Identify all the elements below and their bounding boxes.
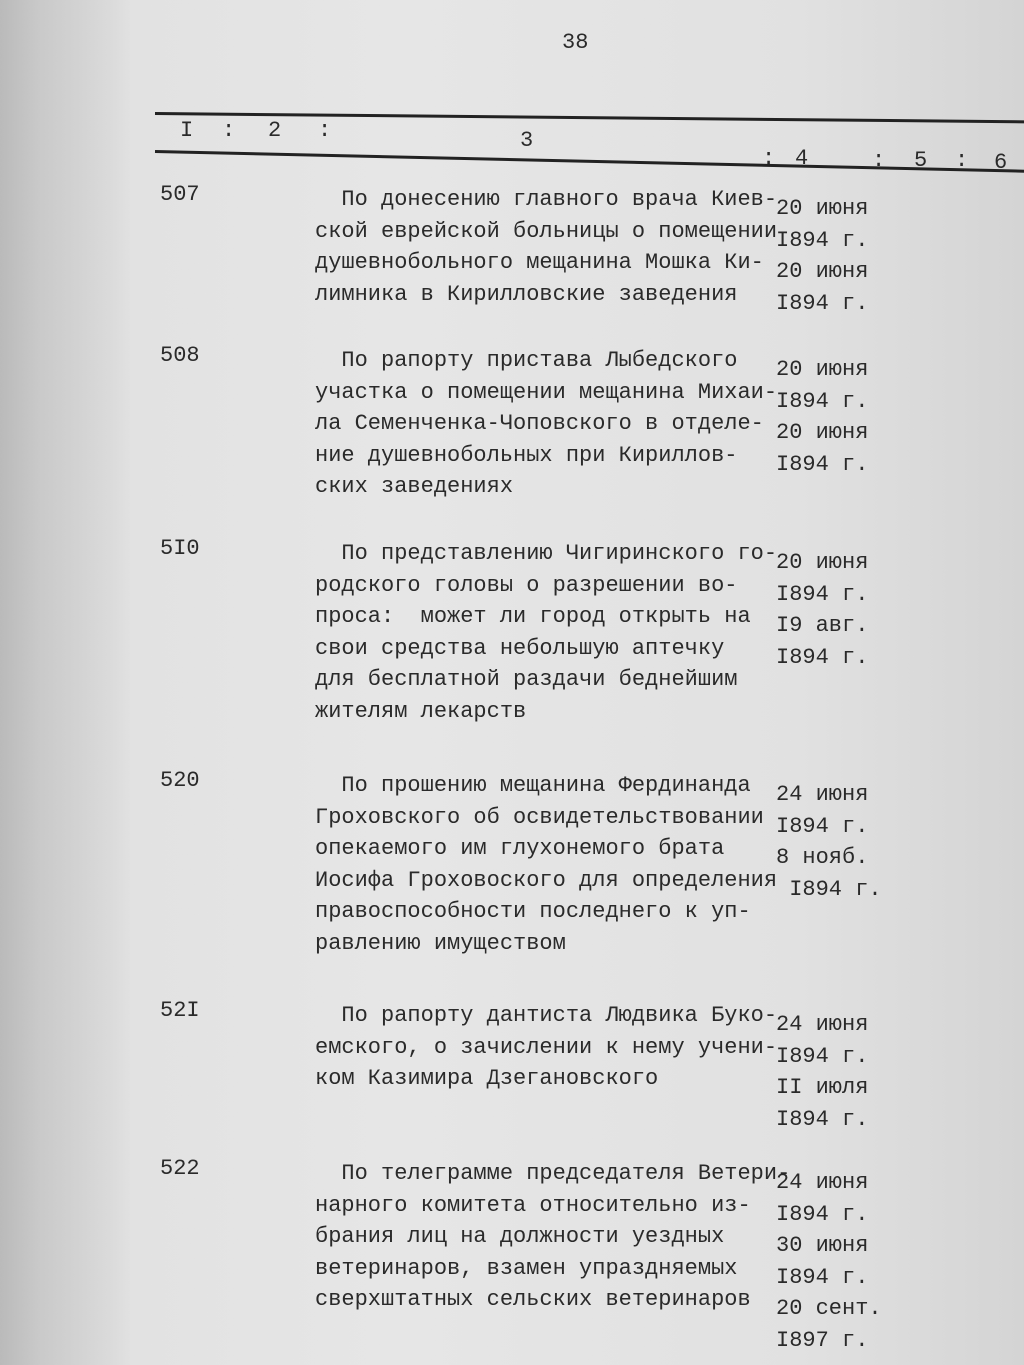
entry-description-line: По рапорту пристава Лыбедского bbox=[315, 348, 738, 373]
entry-date: I894 г. bbox=[776, 1201, 869, 1227]
entry-description-line: По рапорту дантиста Людвика Буко- bbox=[315, 1003, 778, 1028]
entry-date: 20 июня bbox=[776, 357, 869, 382]
column-header-3: 3 bbox=[520, 128, 534, 153]
entry-description-line: равлению имуществом bbox=[315, 930, 566, 956]
entry-description-line: емского, о зачислении к нему учени- bbox=[315, 1034, 778, 1060]
entry-description-line: По представлению Чигиринского го- bbox=[315, 541, 778, 566]
entry-date: 24 июня bbox=[776, 1170, 869, 1195]
header-bottom-rule bbox=[155, 150, 1024, 173]
column-separator: : bbox=[955, 148, 969, 173]
entry-date: 24 июня bbox=[776, 1012, 869, 1037]
entry-date: 20 июня bbox=[776, 550, 869, 575]
entry-date: 30 июня bbox=[776, 1233, 869, 1258]
entry-date: I894 г. bbox=[776, 581, 869, 607]
entry-description-line: жителям лекарств bbox=[315, 698, 527, 724]
column-separator: : bbox=[872, 148, 886, 173]
entry-date: I894 г. bbox=[776, 1106, 869, 1132]
entry-description-line: ком Казимира Дзегановского bbox=[315, 1066, 659, 1091]
entry-date: I894 г. bbox=[776, 813, 869, 839]
entry-number: 522 bbox=[160, 1156, 200, 1181]
column-header-6: 6 bbox=[994, 150, 1008, 175]
column-separator: : bbox=[222, 118, 236, 143]
entry-number: 520 bbox=[160, 768, 200, 793]
entry-description-line: По прошению мещанина Фердинанда bbox=[315, 773, 751, 798]
entry-description-line: ской еврейской больницы о помещении bbox=[315, 218, 778, 244]
entry-description-line: нарного комитета относительно из- bbox=[315, 1192, 751, 1218]
column-header-2: 2 bbox=[268, 118, 282, 143]
entry-description-line: Гроховского об освидетельствовании bbox=[315, 804, 764, 830]
entry-description-line: ветеринаров, взамен упраздняемых bbox=[315, 1255, 738, 1281]
entry-description-line: правоспособности последнего к уп- bbox=[315, 899, 751, 924]
entry-date: I894 г. bbox=[776, 1264, 869, 1290]
page-fold-shadow bbox=[0, 0, 130, 1365]
entry-description-line: брания лиц на должности уездных bbox=[315, 1224, 725, 1249]
entry-description-line: По донесению главного врача Киев- bbox=[315, 187, 778, 212]
entry-date: I894 г. bbox=[776, 290, 869, 316]
entry-date: 20 июня bbox=[776, 259, 869, 284]
entry-description-line: По телеграмме председателя Ветери- bbox=[315, 1161, 791, 1186]
entry-date: I894 г. bbox=[776, 1043, 869, 1069]
entry-date: 20 июня bbox=[776, 420, 869, 445]
entry-description-line: ла Семенченка-Чоповского в отделе- bbox=[315, 411, 764, 436]
column-separator: : bbox=[318, 118, 332, 143]
entry-description-line: Иосифа Гроховоского для определения bbox=[315, 867, 778, 893]
entry-date: I894 г. bbox=[776, 876, 882, 902]
column-header-1: I bbox=[180, 118, 194, 143]
entry-date: I894 г. bbox=[776, 644, 869, 670]
entry-description-line: лимника в Кирилловские заведения bbox=[315, 281, 738, 307]
entry-number: 5I0 bbox=[160, 536, 200, 561]
entry-description-line: родского головы о разрешении во- bbox=[315, 572, 738, 598]
entry-description-line: душевнобольного мещанина Мошка Ки- bbox=[315, 250, 764, 275]
entry-date: I894 г. bbox=[776, 388, 869, 414]
entry-date: I894 г. bbox=[776, 227, 869, 253]
entry-date: 20 сент. bbox=[776, 1296, 882, 1321]
entry-date: 20 июня bbox=[776, 196, 869, 221]
entry-date: 24 июня bbox=[776, 782, 869, 807]
entry-description-line: опекаемого им глухонемого брата bbox=[315, 836, 725, 861]
entry-description-line: для бесплатной раздачи беднейшим bbox=[315, 667, 738, 692]
entry-date: I897 г. bbox=[776, 1327, 869, 1353]
entry-description-line: участка о помещении мещанина Михаи- bbox=[315, 379, 778, 405]
column-header-5: 5 bbox=[914, 148, 928, 173]
entry-date: I894 г. bbox=[776, 451, 869, 477]
entry-number: 52I bbox=[160, 998, 200, 1023]
entry-date: II июля bbox=[776, 1075, 869, 1100]
entry-date: I9 авг. bbox=[776, 613, 869, 638]
column-separator: : bbox=[762, 146, 776, 171]
entry-date: 8 нояб. bbox=[776, 845, 869, 870]
entry-description-line: свои средства небольшую аптечку bbox=[315, 635, 725, 661]
entry-description-line: ние душевнобольных при Кириллов- bbox=[315, 442, 738, 468]
header-top-rule bbox=[155, 112, 1024, 123]
entry-description-line: ских заведениях bbox=[315, 474, 514, 499]
entry-description-line: сверхштатных сельских ветеринаров bbox=[315, 1287, 751, 1312]
entry-number: 508 bbox=[160, 343, 200, 368]
entry-number: 507 bbox=[160, 182, 200, 207]
entry-description-line: проса: может ли город открыть на bbox=[315, 604, 751, 629]
page-number: 38 bbox=[562, 30, 589, 55]
column-header-4: 4 bbox=[795, 146, 809, 171]
